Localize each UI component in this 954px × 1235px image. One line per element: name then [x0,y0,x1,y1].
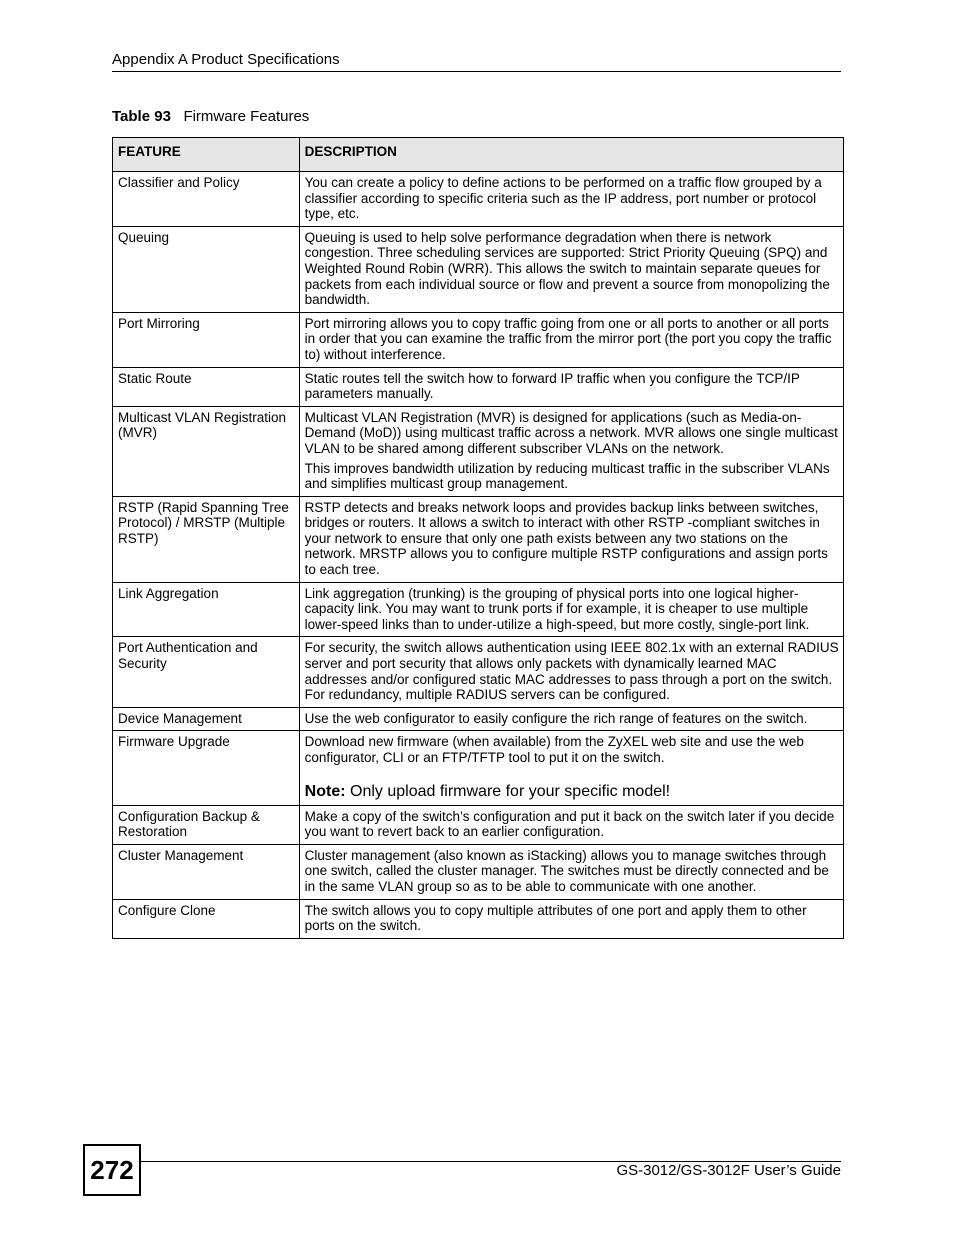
description-cell [299,172,843,227]
description-cell [299,367,843,406]
description-paragraph: You can create a policy to define actions to be performed on a traffic flow grouped by a classifier according to specific criteria such as the IP address, port number or protocol type, etc. [304,175,822,222]
column-header-description: DESCRIPTION [299,138,843,172]
feature-cell: Classifier and Policy [113,172,300,227]
feature-cell: Configure Clone [113,899,300,938]
note [305,782,839,801]
table-row [113,496,844,582]
page-header [112,51,841,72]
header-title: Appendix A Product Specifications [112,51,340,68]
table-caption-label: Table 93 [112,108,171,125]
table-row [113,707,844,731]
description-cell [299,312,843,367]
table-row [113,899,844,938]
table-body [113,172,844,939]
table-row [113,637,844,707]
description-paragraph: Multicast VLAN Registration (MVR) is designed for applications (such as Media-on-Demand (MoD)) using multicast traffic across a network. MVR allows one single multicast VLAN to be shared among different subscriber VLANs on the network. [304,409,838,456]
description-paragraph: Queuing is used to help solve performance degradation when there is network congestion. Three scheduling services are supported: Strict Priority Queuing (SPQ) and Weighted Round Robin (WRR). This allows the switch to maintain separate queues for packets from each individual source or flow and prevent a source from monopolizing the bandwidth. [304,229,830,308]
description-paragraph: Static routes tell the switch how to forward IP traffic when you configure the TCP/IP parameters manually. [304,370,800,402]
feature-cell: Multicast VLAN Registration (MVR) [113,406,300,496]
description-cell [299,582,843,637]
feature-cell: Device Management [113,707,300,731]
table-caption-title: Firmware Features [183,108,310,125]
table-row [113,805,844,844]
column-header-feature: FEATURE [113,138,300,172]
feature-cell: Queuing [113,226,300,312]
description-paragraph: Download new firmware (when available) from the ZyXEL web site and use the web configurator, CLI or an FTP/TFTP tool to put it on the switch. [304,734,804,765]
description-cell [299,805,843,844]
description-paragraph: Use the web configurator to easily configure the rich range of features on the switch. [304,710,808,726]
description-paragraph: Port mirroring allows you to copy traffic going from one or all ports to another or all ports in order that you can examine the traffic from the mirror port (the port you copy the traffic to) without interference. [304,315,832,362]
description-cell [299,637,843,707]
description-cell [299,226,843,312]
table-header-row [113,138,844,172]
description-paragraph: The switch allows you to copy multiple attributes of one port and apply them to other ports on the switch. [304,902,807,934]
feature-cell: Firmware Upgrade [113,731,300,805]
feature-cell: Port Mirroring [113,312,300,367]
firmware-features-table [112,137,844,939]
description-cell [299,496,843,582]
guide-title: GS-3012/GS-3012F User’s Guide [616,1162,841,1179]
feature-cell: Port Authentication and Security [113,637,300,707]
feature-cell: Static Route [113,367,300,406]
page-number: 272 [83,1144,141,1196]
description-cell [299,899,843,938]
description-paragraph: For security, the switch allows authentication using IEEE 802.1x with an external RADIUS server and port security that allows only packets with dynamically learned MAC addresses and/or configured static MAC addresses to pass through a port on the switch. For redundancy, multiple RADIUS servers can be configured. [304,640,839,703]
note-text: Only upload firmware for your specific model! [345,782,671,800]
description-paragraph: Link aggregation (trunking) is the grouping of physical ports into one logical higher-capacity link. You may want to trunk ports if for example, it is cheaper to use multiple lower-speed links than to under-utilize a high-speed, but more costly, single-port link. [304,585,810,632]
description-paragraph: This improves bandwidth utilization by reducing multicast traffic in the subscriber VLANs and simplifies multicast group management. [304,460,830,492]
description-cell [299,844,843,899]
note-label: Note: [304,782,346,800]
description-paragraph: Cluster management (also known as iStacking) allows you to manage switches through one switch, called the cluster manager. The switches must be directly connected and be in the same VLAN group so as to be able to communicate with one another. [304,847,829,894]
table-row [113,312,844,367]
description-cell [299,707,843,731]
description-cell [299,406,843,496]
description-cell [299,731,843,805]
description-paragraph: RSTP detects and breaks network loops and provides backup links between switches, bridges or routers. It allows a switch to interact with other RSTP -compliant switches in your network to ensure that only one path exists between any two stations on the network. MRSTP allows you to configure multiple RSTP configurations and assign ports to each tree. [304,499,828,578]
table-row [113,582,844,637]
table-row [113,172,844,227]
table-row [113,226,844,312]
feature-cell: Link Aggregation [113,582,300,637]
table-row [113,731,844,805]
table-caption [112,108,309,126]
feature-cell: RSTP (Rapid Spanning Tree Protocol) / MRSTP (Multiple RSTP) [113,496,300,582]
table-row [113,367,844,406]
feature-cell: Configuration Backup & Restoration [113,805,300,844]
table-row [113,406,844,496]
table-row [113,844,844,899]
feature-cell: Cluster Management [113,844,300,899]
description-paragraph: Make a copy of the switch’s configuration and put it back on the switch later if you decide you want to revert back to an earlier configuration. [304,808,835,840]
